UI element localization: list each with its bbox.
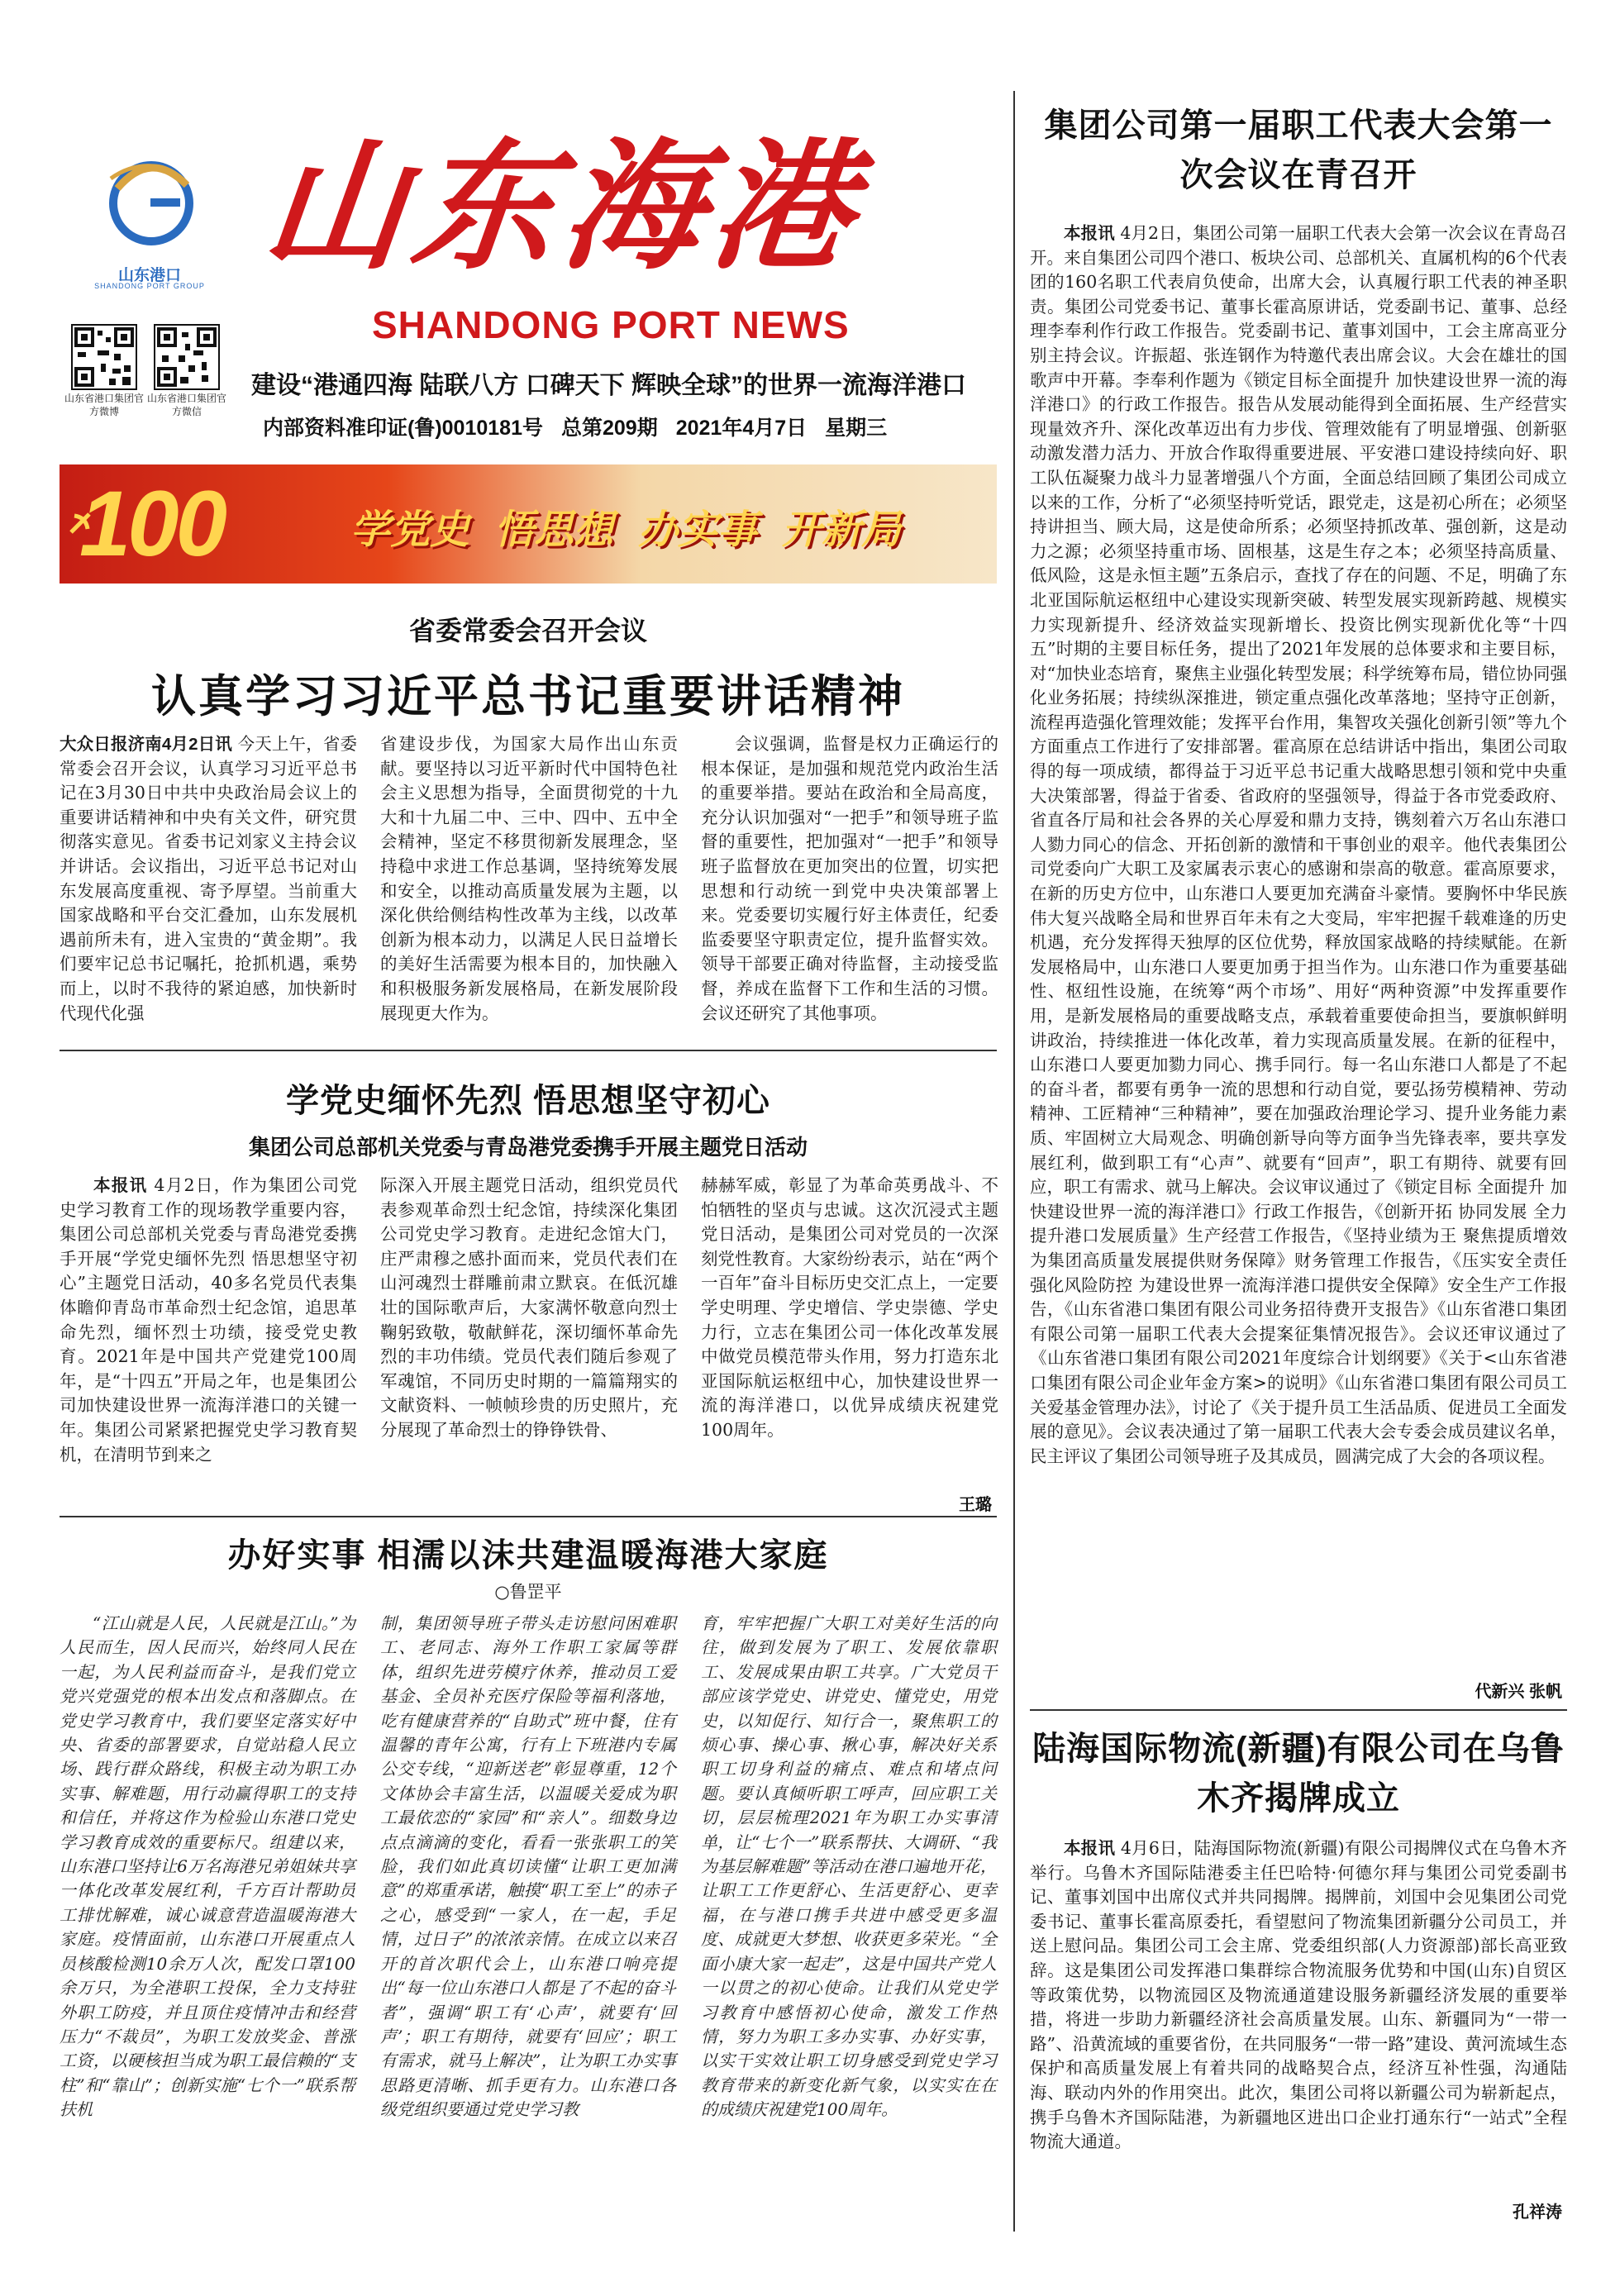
- right2-headline: 陆海国际物流(新疆)有限公司在乌鲁木齐揭牌成立: [1032, 1731, 1565, 1817]
- banner-slogan-item: 学党史: [350, 508, 470, 552]
- qr-label-weibo: 山东省港口集团官方微博: [64, 393, 145, 417]
- logo-emblem-icon: [101, 155, 202, 248]
- right2-byline: 孔祥涛: [1513, 2203, 1562, 2222]
- right2-lead: 本报讯: [1064, 1839, 1116, 1858]
- divider: [1030, 1709, 1567, 1711]
- qr-label-wechat: 山东省港口集团官方微信: [147, 393, 227, 417]
- article3-author: ○鲁罡平: [494, 1582, 562, 1602]
- banner-number: 100: [79, 472, 224, 575]
- article1-lead: 大众日报济南4月2日讯: [60, 735, 232, 754]
- newspaper-title: 山东海港: [256, 124, 870, 289]
- article3-column: [701, 1612, 997, 2223]
- article3-text: 制，集团领导班子带头走访慰问困难职工、老同志、海外工作职工家属等群体，组织先进劳模疗休养，推动员工爱基金、全员补充医疗保险等福利落地，吃有健康营养的“自助式”班中餐，住有温馨的青年公寓，行有上下班港内专属公交专线，“迎新送老”彰显尊重，12个文体协会丰富生活，以温暖关爱成为职工最依恋的“家园”和“亲人”。细数身边点点滴滴的变化，看看一张张职工的笑脸，我们如此真切读懂“让职工更加满意”的郑重承诺，触摸“职工至上”的赤子之心，感受到“一家人，在一起，手足情，过日子”的浓浓亲情。在成立以来召开的首次职代会上，山东港口响亮提出“每一位山东港口人都是了不起的奋斗者”，强调“职工有‘心声’，就要有‘回声’；职工有期待，就要有‘回应’；职工有需求，就马上解决”，让为职工办实事思路更清晰、抓手更有力。山东港口各级党组织要通过党史学习教: [380, 1613, 676, 2120]
- right2-body: [1030, 1836, 1567, 2200]
- right1-body: [1030, 222, 1567, 1676]
- logo-subtext: SHANDONG PORT GROUP: [94, 282, 205, 290]
- article2-text: 际深入开展主题党日活动，组织党员代表参观革命烈士纪念馆，持续深化集团公司党史学习教育。走进纪念馆大门，庄严肃穆之感扑面而来，党员代表们在山河魂烈士群雕前肃立默哀。在低沉雄壮的国际歌声后，大家满怀敬意向烈士鞠躬致敬，敬献鲜花，深切缅怀革命先烈的丰功伟绩。党员代表们随后参观了军魂馆，不同历史时期的一篇篇翔实的文献资料、一帧帧珍贵的历史照片，充分展现了革命烈士的铮铮铁骨、: [380, 1175, 678, 1440]
- permit-number: 内部资料准印证(鲁)0010181号: [263, 417, 543, 440]
- divider: [60, 1516, 997, 1517]
- logo-text: 山东港口: [117, 267, 181, 284]
- article1-text: 今天上午，省委常委会召开会议，认真学习习近平总书记在3月30日中共中央政治局会议上的重要讲话精神和中央有关文件，研究贯彻落实意见。省委书记刘家义主持会议并讲话。会议指出，习近平总书记对山东发展高度重视、寄予厚望。当前重大国家战略和平台交汇叠加，山东发展机遇前所未有，进入宝贵的“黄金期”。我们要牢记总书记嘱托，抢抓机遇，乘势而上，以时不我待的紧迫感，加快新时代现代化强: [60, 734, 357, 1023]
- right1-lead: 本报讯: [1064, 224, 1115, 243]
- article1-text: 省建设步伐，为国家大局作出山东贡献。要坚持以习近平新时代中国特色社会主义思想为指导，全面贯彻党的十九大和十九届二中、三中、四中、五中全会精神，坚定不移贯彻新发展理念，坚持稳中求进工作总基调，坚持统筹发展和安全，以推动高质量发展为主题，以深化供给侧结构性改革为主线，以改革创新为根本动力，以满足人民日益增长的美好生活需要为根本目的，加快融入和积极服务新发展格局，在新发展阶段展现更大作为。: [380, 734, 678, 1023]
- issue-line: [263, 412, 1007, 441]
- right1-text: 4月2日，集团公司第一届职工代表大会第一次会议在青岛召开。来自集团公司四个港口、板块公司、总部机关、直属机构的6个代表团的160名职工代表肩负使命，出席大会，认真履行职工代表的神圣职责。集团公司党委书记、董事长霍高原讲话，党委副书记、董事、总经理李奉利作行政工作报告。党委副书记、董事刘国中，工会主席高亚分别主持会议。许振超、张连钢作为特邀代表出席会议。大会在雄壮的国歌声中开幕。李奉利作题为《锁定目标全面提升 加快建设世界一流的海洋港口》的行政工作报告。报告从发展动能得到全面拓展、生产经营实现量效齐升、深化改革迈出有力步伐、管理效能有了明显增强、创新驱动激发潜力活力、开放合作取得重要进展、平安港口建设持续向好、职工队伍凝聚力战斗力显著增强八个方面，全面总结回顾了集团公司成立以来的工作，分析了“必须坚持听党话，跟党走，这是初心所在；必须坚持讲担当、顾大局，这是使命所系；必须坚持抓改革、强创新，这是动力之源；必须坚持重市场、固根基，这是生存之本；必须坚持高质量、低风险，这是永恒主题”五条启示，查找了存在的问题、不足，明确了东北亚国际航运枢纽中心建设实现新突破、转型发展实现新跨越、规模实力实现新提升、经济效益实现新增长、投资比例实现新优化等“十四五”时期的主要目标任务，提出了2021年发展的总体要求和主要目标，对“加快业态培育，聚焦主业强化转型发展；科学统筹布局，错位协同强化业务拓展；持续纵深推进，锁定重点强化改革落地；坚持守正创新，流程再造强化管理效能；发挥平台作用，集智攻关强化创新引领”等九个方面重点工作进行了安排部署。霍高原在总结讲话中指出，集团公司取得的每一项成绩，都得益于习近平总书记重大战略思想引领和党中央重大决策部署，得益于省委、省政府的坚强领导，得益于各市党委政府、省直各厅局和社会各界的关心厚爱和鼎力支持，镌刻着六万名山东港口人勠力同心的信念、开拓创新的激情和干事创业的艰辛。他代表集团公司党委向广大职工及家属表示衷心的感谢和崇高的敬意。霍高原要求，在新的历史方位中，山东港口人要更加充满奋斗豪情。要胸怀中华民族伟大复兴战略全局和世界百年未有之大变局，牢牢把握千载难逢的历史机遇，充分发挥得天独厚的区位优势，释放国家战略的持续赋能。在新发展格局中，山东港口人要更加勇于担当作为。山东港口作为重要基础性、枢纽性设施，在统筹“两个市场”、用好“两种资源”中发挥重要作用，是新发展格局的重要战略支点，承载着重要使命担当，要旗帜鲜明讲政治，持续推进一体化改革，着力实现高质量发展。在新的征程中，山东港口人要更加勠力同心、携手同行。每一名山东港口人都是了不起的奋斗者，都要有勇争一流的思想和行动自觉，要弘扬劳模精神、劳动精神、工匠精神“三种精神”，要在加强政治理论学习、提升业务能力素质、牢固树立大局观念、明确创新导向等方面争当先锋表率，要共享发展红利，做到职工有“心声”、就要有“回声”，职工有期待、就要有回应，职工有需求、就马上解决。会议审议通过了《锁定目标 全面提升 加快建设世界一流的海洋港口》行政工作报告，《创新开拓 协同发展 全力提升港口发展质量》生产经营工作报告，《坚持业绩为王 聚焦提质增效 为集团高质量发展提供财务保障》财务管理工作报告，《压实安全责任 强化风险防控 为建设世界一流海洋港口提供安全保障》安全生产工作报告，《山东省港口集团有限公司业务招待费开支报告》《山东省港口集团有限公司第一届职工代表大会提案征集情况报告》。会议还审议通过了《山东省港口集团有限公司2021年度综合计划纲要》《关于<山东省港口集团有限公司企业年金方案>的说明》《山东省港口集团有限公司员工关爱基金管理办法》，讨论了《关于提升员工生活品质、促进员工全面发展的意见》。会议表决通过了第一届职工代表大会专委会成员建议名单，民主评议了集团公司领导班子及其成员，圆满完成了大会的各项议程。: [1030, 223, 1567, 1466]
- slogan: 建设“港通四海 陆联八方 口碑天下 辉映全球”的世界一流海洋港口: [251, 372, 967, 399]
- banner-slogan: [350, 498, 926, 555]
- divider: [60, 1050, 997, 1051]
- article1-headline: 认真学习习近平总书记重要讲话精神: [151, 672, 905, 722]
- banner-slogan-item: 办实事: [638, 508, 758, 552]
- article3-column: [380, 1612, 676, 2223]
- article2-subhead: 集团公司总部机关党委与青岛港党委携手开展主题党日活动: [248, 1135, 808, 1160]
- issue-number: 总第209期: [560, 417, 658, 440]
- right2-text: 4月6日，陆海国际物流(新疆)有限公司揭牌仪式在乌鲁木齐举行。乌鲁木齐国际陆港委主任巴哈特·何德尔拜与集团公司党委副书记、董事刘国中出席仪式并共同揭牌。揭牌前，刘国中会见集团公司党委书记、董事长霍高原委托，看望慰问了物流集团新疆分公司员工，并送上慰问品。集团公司工会主席、党委组织部(人力资源部)部长高亚致辞。这是集团公司发挥港口集群综合物流服务优势和中国(山东)自贸区等政策优势，以物流园区及物流通道建设服务新疆经济发展的重要举措，将进一步助力新疆经济社会高质量发展。山东、新疆同为“一带一路”、沿黄流域的重要省份，在共同服务“一带一路”建设、黄河流域生态保护和高质量发展上有着共同的战略契合点，经济互补性强，沟通陆海、联动内外的作用突出。此次，集团公司将以新疆公司为崭新起点，携手乌鲁木齐国际陆港，为新疆地区进出口企业打通东行“一站式”全程物流大通道。: [1030, 1838, 1567, 2152]
- article3-text: “江山就是人民，人民就是江山。”为人民而生，因人民而兴，始终同人民在一起，为人民利益而奋斗，是我们党立党兴党强党的根本出发点和落脚点。在党史学习教育中，我们要坚定落实好中央、省委的部署要求，自觉站稳人民立场、践行群众路线，积极主动为职工办实事、解难题，用行动赢得职工的支持和信任，并将这作为检验山东港口党史学习教育成效的重要标尺。组建以来，山东港口坚持让6万名海港兄弟姐妹共享一体化改革发展红利，千方百计帮助员工排忧解难，诚心诚意营造温暖海港大家庭。疫情面前，山东港口开展重点人员核酸检测10余万人次，配发口罩100余万只，为全港职工投保，全力支持驻外职工防疫，并且顶住疫情冲击和经营压力“不裁员”，为职工发放奖金、普涨工资，以硬核担当成为职工最信赖的“支柱”和“靠山”；创新实施“七个一”联系帮扶机: [60, 1613, 355, 2120]
- article2-lead: 本报讯: [93, 1176, 148, 1195]
- right1-byline: 代新兴 张帆: [1475, 1683, 1562, 1701]
- article2-text: 4月2日，作为集团公司党史学习教育工作的现场教学重要内容，集团公司总部机关党委与青岛港党委携手开展“学党史缅怀先烈 悟思想坚守初心”主题党日活动，40多名党员代表集体瞻仰青岛市革命烈士纪念馆，追思革命先烈，缅怀烈士功绩，接受党史教育。2021年是中国共产党建党100周年，是“十四五”开局之年，也是集团公司加快建设世界一流海洋港口的关键一年。集团公司紧紧把握党史学习教育契机，在清明节到来之: [60, 1175, 357, 1465]
- article3-column: [60, 1612, 355, 2223]
- newspaper-title-en: SHANDONG PORT NEWS: [372, 303, 850, 346]
- article2-column: [701, 1174, 998, 1492]
- article1-column: [701, 732, 998, 1038]
- qr-code-icon[interactable]: [71, 324, 137, 390]
- article3-text: 育，牢牢把握广大职工对美好生活的向往，做到发展为了职工、发展依靠职工、发展成果由职工共享。广大党员干部应该学党史、讲党史、懂党史，用党史，以知促行、知行合一，聚焦职工的烦心事、操心事、揪心事，解决好关系职工切身利益的痛点、难点和堵点问题。要认真倾听职工呼声，回应职工关切，层层梳理2021年为职工办实事清单，让“七个一”联系帮扶、大调研、“我为基层解难题”等活动在港口遍地开花，让职工工作更舒心、生活更舒心、更幸福，在与港口携手共进中感受更多温度、成就更大梦想、收获更多荣光。“全面小康大家一起走”，这是中国共产党人一以贯之的初心使命。让我们从党史学习教育中感悟初心使命，激发工作热情，努力为职工多办实事、办好实事，以实干实效让职工切身感受到党史学习教育带来的新变化新气象，以实实在在的成绩庆祝建党100周年。: [701, 1613, 997, 2120]
- article2-column: [60, 1174, 357, 1492]
- article1-text: 会议强调，监督是权力正确运行的根本保证，是加强和规范党内政治生活的重要举措。要站在政治和全局高度，充分认识加强对“一把手”和领导班子监督的重要性，把加强对“一把手”和领导班子监督放在更加突出的位置，切实把思想和行动统一到党中央决策部署上来。党委要切实履行好主体责任，纪委监委要坚守职责定位，提升监督实效。领导干部要正确对待监督，主动接受监督，养成在监督下工作和生活的习惯。会议还研究了其他事项。: [701, 734, 998, 1023]
- article3-headline: 办好实事 相濡以沫共建温暖海港大家庭: [227, 1537, 829, 1574]
- qr-code-icon[interactable]: [154, 324, 220, 390]
- issue-date: 2021年4月7日: [675, 417, 808, 440]
- article1-column: [380, 732, 678, 1038]
- article1-column: [60, 732, 357, 1038]
- right1-headline: 集团公司第一届职工代表大会第一次会议在青召开: [1044, 107, 1553, 193]
- article2-column: [380, 1174, 678, 1492]
- article2-headline: 学党史缅怀先烈 悟思想坚守初心: [285, 1083, 771, 1119]
- banner-slogan-item: 悟思想: [494, 508, 614, 552]
- article2-byline: 王璐: [959, 1496, 992, 1514]
- column-divider: [1013, 91, 1015, 2232]
- article2-text: 赫赫军威，彰显了为革命英勇战斗、不怕牺牲的坚贞与忠诚。这次沉浸式主题党日活动，是集团公司对党员的一次深刻党性教育。大家纷纷表示，站在“两个一百年”奋斗目标历史交汇点上，一定要学史明理、学史增信、学史崇德、学史力行，立志在集团公司一体化改革发展中做党员模范带头作用，努力打造东北亚国际航运枢纽中心，加快建设世界一流的海洋港口，以优异成绩庆祝建党100周年。: [701, 1175, 998, 1440]
- centenary-banner: [60, 464, 997, 584]
- banner-slogan-item: 开新局: [782, 508, 902, 552]
- issue-weekday: 星期三: [825, 417, 888, 440]
- article1-kicker: 省委常委会召开会议: [408, 615, 647, 646]
